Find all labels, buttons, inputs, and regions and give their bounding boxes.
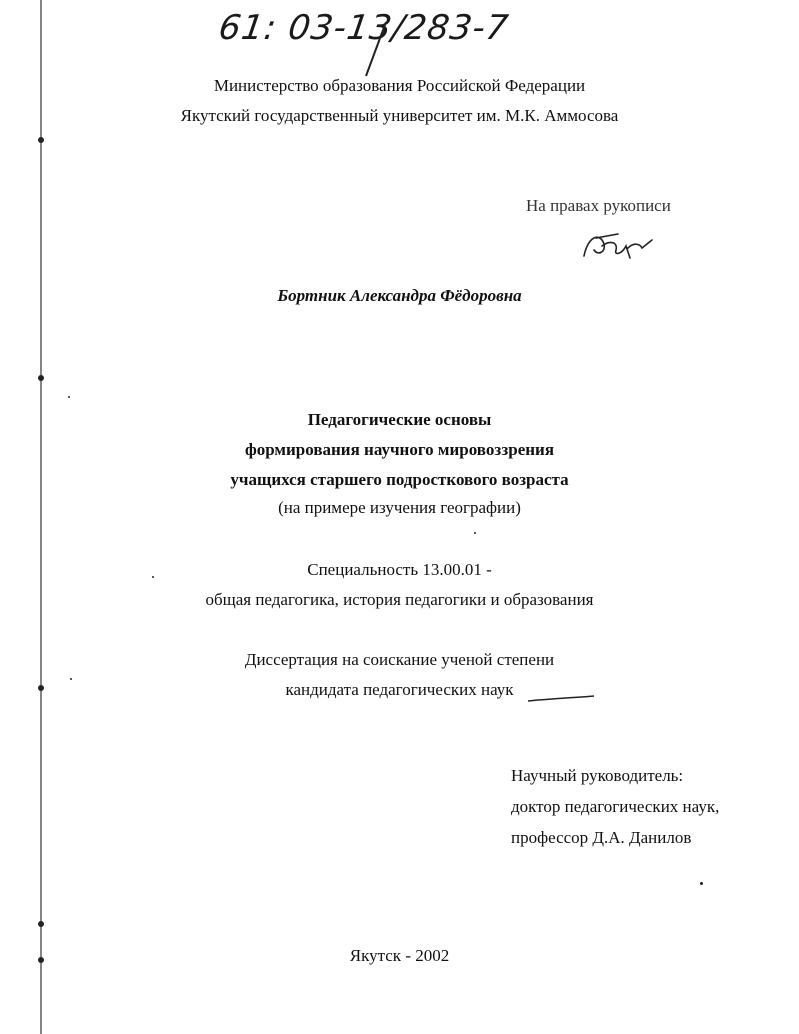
advisor-label: Научный руководитель:: [511, 766, 684, 785]
handwritten-archive-code: 61: 03-13/283-7: [216, 8, 512, 48]
manuscript-rights-note: На правах рукописи: [526, 196, 671, 215]
title-line-1: Педагогические основы: [307, 410, 492, 429]
handwritten-underline: [526, 694, 596, 704]
scan-speck: [68, 396, 70, 398]
place-and-year: Якутск - 2002: [349, 946, 450, 965]
dissertation-degree-line-2: кандидата педагогических наук: [285, 680, 514, 699]
scan-speck: [152, 576, 154, 578]
author-name: Бортник Александра Фёдоровна: [277, 286, 522, 305]
scan-speck: [700, 882, 703, 885]
scan-speck: [474, 532, 476, 534]
title-line-2: формирования научного мировоззрения: [244, 440, 555, 459]
university-name: Якутский государственный университет им. М.К. Аммосова: [180, 106, 619, 125]
advisor-degree: доктор педагогических наук,: [511, 797, 720, 816]
title-line-4: (на примере изучения географии): [278, 498, 521, 517]
dissertation-degree-line-1: Диссертация на соискание ученой степени: [244, 650, 555, 669]
specialty-name: общая педагогика, история педагогики и образования: [205, 590, 594, 609]
title-line-3: учащихся старшего подросткового возраста: [230, 470, 569, 489]
handwritten-slash-mark: [360, 20, 390, 80]
specialty-code: Специальность 13.00.01 -: [307, 560, 492, 579]
signature-image: [578, 226, 658, 266]
scan-speck: [70, 678, 72, 680]
advisor-name: профессор Д.А. Данилов: [511, 828, 692, 847]
ministry-name: Министерство образования Российской Федерации: [213, 76, 586, 95]
